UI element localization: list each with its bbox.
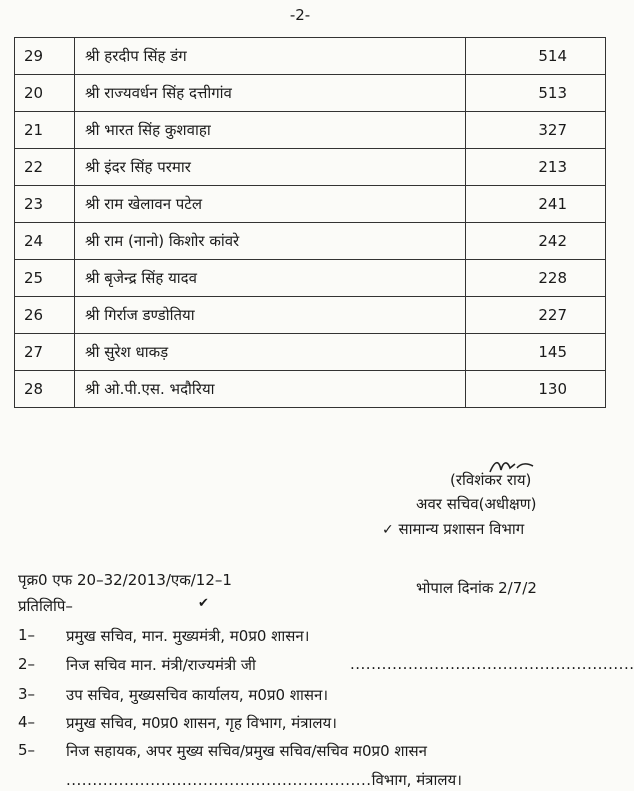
copy-text: प्रमुख सचिव, म0प्र0 शासन, गृह विभाग, मंत्रालय।	[66, 714, 337, 732]
row-value: 228	[466, 260, 606, 297]
row-serial: 26	[15, 297, 75, 334]
row-name: श्री सुरेश धाकड़	[75, 334, 466, 371]
row-value: 241	[466, 186, 606, 223]
row-serial: 28	[15, 371, 75, 408]
row-value: 227	[466, 297, 606, 334]
row-name: श्री राज्यवर्धन सिंह दत्तीगांव	[75, 75, 466, 112]
row-value: 514	[466, 38, 606, 75]
row-serial: 29	[15, 38, 75, 75]
table-row	[15, 75, 606, 112]
copy-5-continuation: ..........................................................विभाग, मंत्रालय।	[66, 771, 462, 789]
copy-heading: प्रतिलिपि–	[18, 597, 73, 615]
table-row	[15, 149, 606, 186]
copy-text: निज सहायक, अपर मुख्य सचिव/प्रमुख सचिव/सचिव म0प्र0 शासन	[66, 742, 427, 760]
table-row	[15, 186, 606, 223]
members-table	[14, 37, 606, 408]
signatory-department: ✓ सामान्य प्रशासन विभाग	[382, 520, 525, 538]
row-name: श्री गिर्राज डण्डोतिया	[75, 297, 466, 334]
tick-mark-icon: ✔	[198, 596, 209, 611]
copy-number: 3–	[18, 685, 36, 703]
row-value: 242	[466, 223, 606, 260]
table-row	[15, 260, 606, 297]
row-name: श्री ओ.पी.एस. भदौरिया	[75, 371, 466, 408]
row-value: 513	[466, 75, 606, 112]
table-row	[15, 297, 606, 334]
table-row	[15, 223, 606, 260]
row-value: 213	[466, 149, 606, 186]
page-number: -2-	[289, 6, 311, 24]
row-name: श्री हरदीप सिंह डंग	[75, 38, 466, 75]
row-serial: 22	[15, 149, 75, 186]
row-serial: 27	[15, 334, 75, 371]
signatory-title: अवर सचिव(अधीक्षण)	[416, 495, 537, 513]
table-row	[15, 371, 606, 408]
row-name: श्री बृजेन्द्र सिंह यादव	[75, 260, 466, 297]
row-serial: 20	[15, 75, 75, 112]
signatory-name: (रविशंकर राय)	[450, 471, 532, 489]
row-serial: 21	[15, 112, 75, 149]
table-row	[15, 334, 606, 371]
row-serial: 23	[15, 186, 75, 223]
copy-text: उप सचिव, मुख्यसचिव कार्यालय, म0प्र0 शासन।	[66, 686, 329, 704]
row-name: श्री राम खेलावन पटेल	[75, 186, 466, 223]
row-value: 130	[466, 371, 606, 408]
copy-text: निज सचिव मान. मंत्री/राज्यमंत्री जी	[66, 656, 256, 674]
copy-number: 4–	[18, 713, 36, 731]
place-date: भोपाल दिनांक 2/7/2	[416, 579, 537, 597]
table-row	[15, 38, 606, 75]
table-row	[15, 112, 606, 149]
row-name: श्री भारत सिंह कुशवाहा	[75, 112, 466, 149]
row-serial: 24	[15, 223, 75, 260]
copy-number: 1–	[18, 626, 36, 644]
copy-number: 2–	[18, 655, 36, 673]
copy-text: प्रमुख सचिव, मान. मुख्यमंत्री, म0प्र0 शासन।	[66, 627, 310, 645]
reference-number: पृक्र0 एफ 20–32/2013/एक/12–1	[18, 571, 232, 589]
pen-mark-icon: ✓	[382, 522, 394, 538]
row-value: 145	[466, 334, 606, 371]
copy-number: 5–	[18, 741, 36, 759]
row-serial: 25	[15, 260, 75, 297]
row-value: 327	[466, 112, 606, 149]
row-name: श्री इंदर सिंह परमार	[75, 149, 466, 186]
row-name: श्री राम (नानो) किशोर कांवरे	[75, 223, 466, 260]
